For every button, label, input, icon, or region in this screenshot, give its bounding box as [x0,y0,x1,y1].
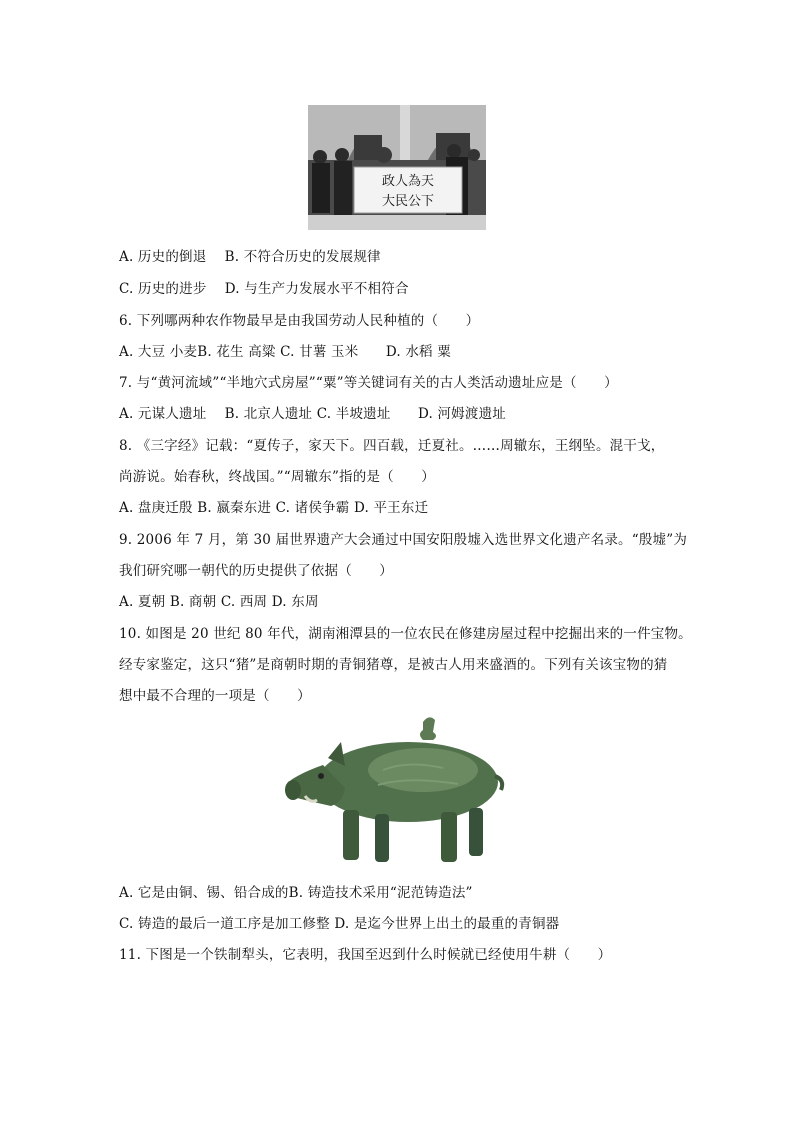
q9-question-line-2: 我们研究哪一朝代的历史提供了依据（ ） [119,563,393,579]
q9-options: A. 夏朝 B. 商朝 C. 西周 D. 东周 [119,594,319,610]
q6-question: 6. 下列哪两种农作物最早是由我国劳动人民种植的（ ） [119,313,480,329]
q10-options-ab: A. 它是由铜、锡、铅合成的B. 铸造技术采用“泥范铸造法” [119,885,473,901]
q8-question-line-2: 尚游说。始春秋，终战国。”“周辙东”指的是（ ） [119,469,435,485]
q9-question-line-1: 9. 2006 年 7 月，第 30 届世界遗产大会通过中国安阳殷墟入选世界文化遗产名录。“殷墟”为 [119,532,688,548]
q10-options-cd: C. 铸造的最后一道工序是加工修整 D. 是迄今世界上出土的最重的青铜器 [119,916,560,932]
q8-options: A. 盘庚迁殷 B. 嬴秦东进 C. 诸侯争霸 D. 平王东迁 [119,500,429,516]
q10-question-line-3: 想中最不合理的一项是（ ） [119,688,311,704]
q10-question-line-1: 10. 如图是 20 世纪 80 年代，湖南湘潭县的一位农民在修建房屋过程中挖掘出来的一件宝物。 [119,626,692,642]
q10-question-line-2: 经专家鉴定，这只“猪”是商朝时期的青铜猪尊，是被古人用来盛酒的。下列有关该宝物的猜 [119,657,668,673]
q7-question: 7. 与“黄河流域”“半地穴式房屋”“粟”等关键词有关的古人类活动遗址应是（ ） [119,375,618,391]
q8-question-line-1: 8. 《三字经》记载：“夏传子，家天下。四百载，迁夏社。……周辙东，王纲坠。混干戈， [119,438,665,454]
q7-options: A. 元谋人遗址 B. 北京人遗址 C. 半坡遗址 D. 河姆渡遗址 [119,406,506,422]
q5-options-ab: A. 历史的倒退 B. 不符合历史的发展规律 [119,249,381,265]
bronze-pig-image [283,710,513,870]
banner-text-line-1: 政人為天 [381,174,435,189]
banner-text-line-2: 大民公下 [381,194,435,209]
banner-photo [308,105,486,230]
q5-options-cd: C. 历史的进步 D. 与生产力发展水平不相符合 [119,281,409,297]
q6-options: A. 大豆 小麦B. 花生 高粱 C. 甘薯 玉米 D. 水稻 粟 [119,344,451,360]
q11-question: 11. 下图是一个铁制犁头，它表明，我国至迟到什么时候就已经使用牛耕（ ） [119,947,612,963]
